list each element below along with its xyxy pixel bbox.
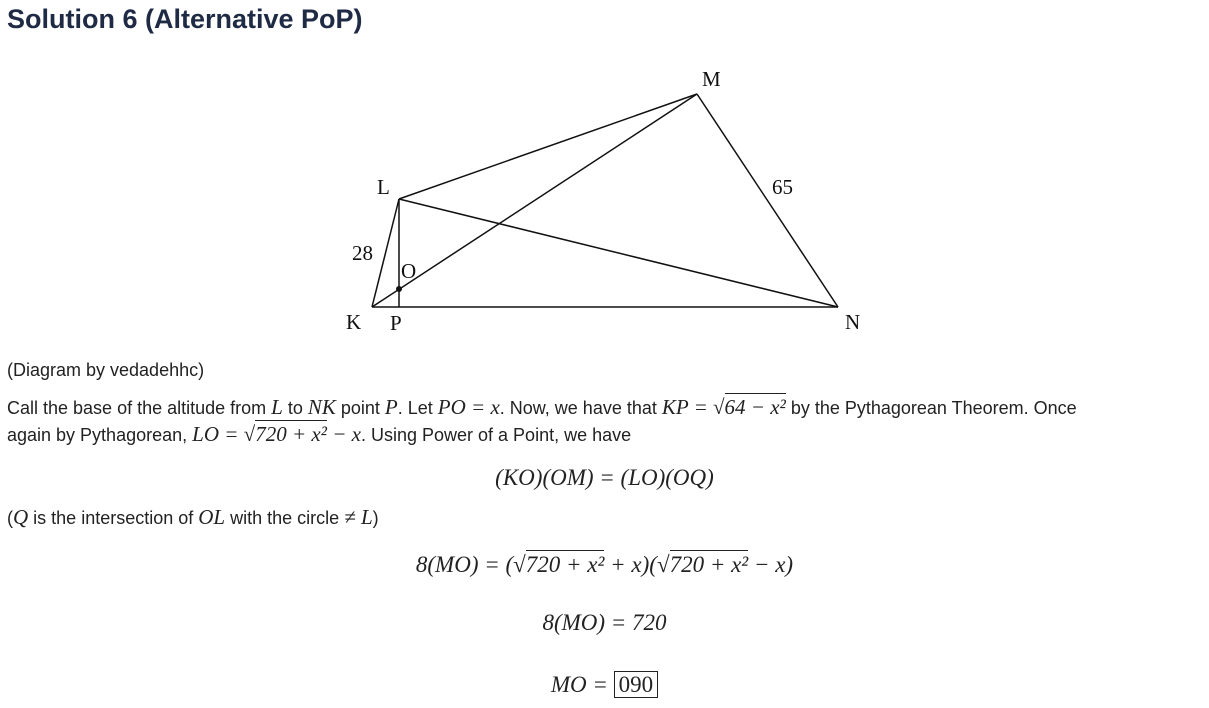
p3-text-4: ) [372,508,379,528]
point-O-dot [396,286,402,292]
p1-text-5: . Now, we have that [499,398,662,418]
geometry-diagram [0,0,1209,345]
p2-math-LO-radicand: 720 + x² [255,422,327,446]
p3-math-Q: Q [13,505,29,529]
length-MN: 65 [772,175,793,199]
segment-LN [399,199,838,307]
paragraph-1 [7,394,1077,422]
p1-text-3: point [335,398,385,418]
label-K: K [346,310,362,334]
solution-heading: Solution 6 (Alternative PoP) [7,4,363,34]
equation-answer [0,672,1209,698]
length-KL: 28 [352,241,373,265]
label-N: N [845,310,861,334]
label-P: P [390,311,402,335]
eq2-radicand-2: 720 + x² [669,552,749,577]
equation-expansion [0,552,1209,578]
p1-text-6: by the Pythagorean Theorem. Once [785,398,1077,418]
p1-text-4: . Let [397,398,438,418]
p1-math-PO: PO = x [437,395,500,419]
p3-math-OL: OL [198,505,226,529]
p1-math-KP: KP = √ [661,395,725,419]
eq2-radicand-1: 720 + x² [525,552,605,577]
eq3-text: 8(MO) = 720 [542,610,667,635]
eq2-part-c: + x)(√ [604,552,670,577]
p1-math-KP-radicand: 64 − x² [724,395,786,419]
p1-text-2: to [282,398,308,418]
paragraph-2 [7,421,631,449]
segment-LM [399,94,697,199]
label-L: L [377,175,390,199]
eq2-part-e: − x) [748,552,794,577]
p2-text-1: again by Pythagorean, [7,425,193,445]
p2-math-LO-tail: − x [326,422,361,446]
diagram-lines [372,94,838,307]
eq2-part-a: 8(MO) = (√ [415,552,526,577]
eq1-text: (KO)(OM) = (LO)(OQ) [495,465,714,490]
p1-math-NK: NK [307,395,336,419]
p3-math-neq-L: ≠ L [344,505,373,529]
diagram-credit: (Diagram by vedadehhc) [7,360,205,380]
equation-power-of-point [0,465,1209,491]
equation-simplified [0,610,1209,636]
p2-math-LO: LO = √ [192,422,256,446]
eq4-lhs: MO = [550,672,614,697]
segment-KM [372,94,697,307]
p2-text-2: . Using Power of a Point, we have [360,425,632,445]
p3-text-3: with the circle [225,508,345,528]
label-M: M [702,67,721,91]
paragraph-3 [7,504,379,532]
p3-text-1: ( [7,508,13,528]
p3-text-2: is the intersection of [28,508,199,528]
segment-MN [697,94,838,307]
answer-box: 090 [614,671,659,698]
segment-KL [372,199,399,307]
p1-text-1: Call the base of the altitude from [7,398,272,418]
label-O: O [401,259,417,283]
p1-math-P: P [384,395,398,419]
p1-math-L: L [271,395,283,419]
